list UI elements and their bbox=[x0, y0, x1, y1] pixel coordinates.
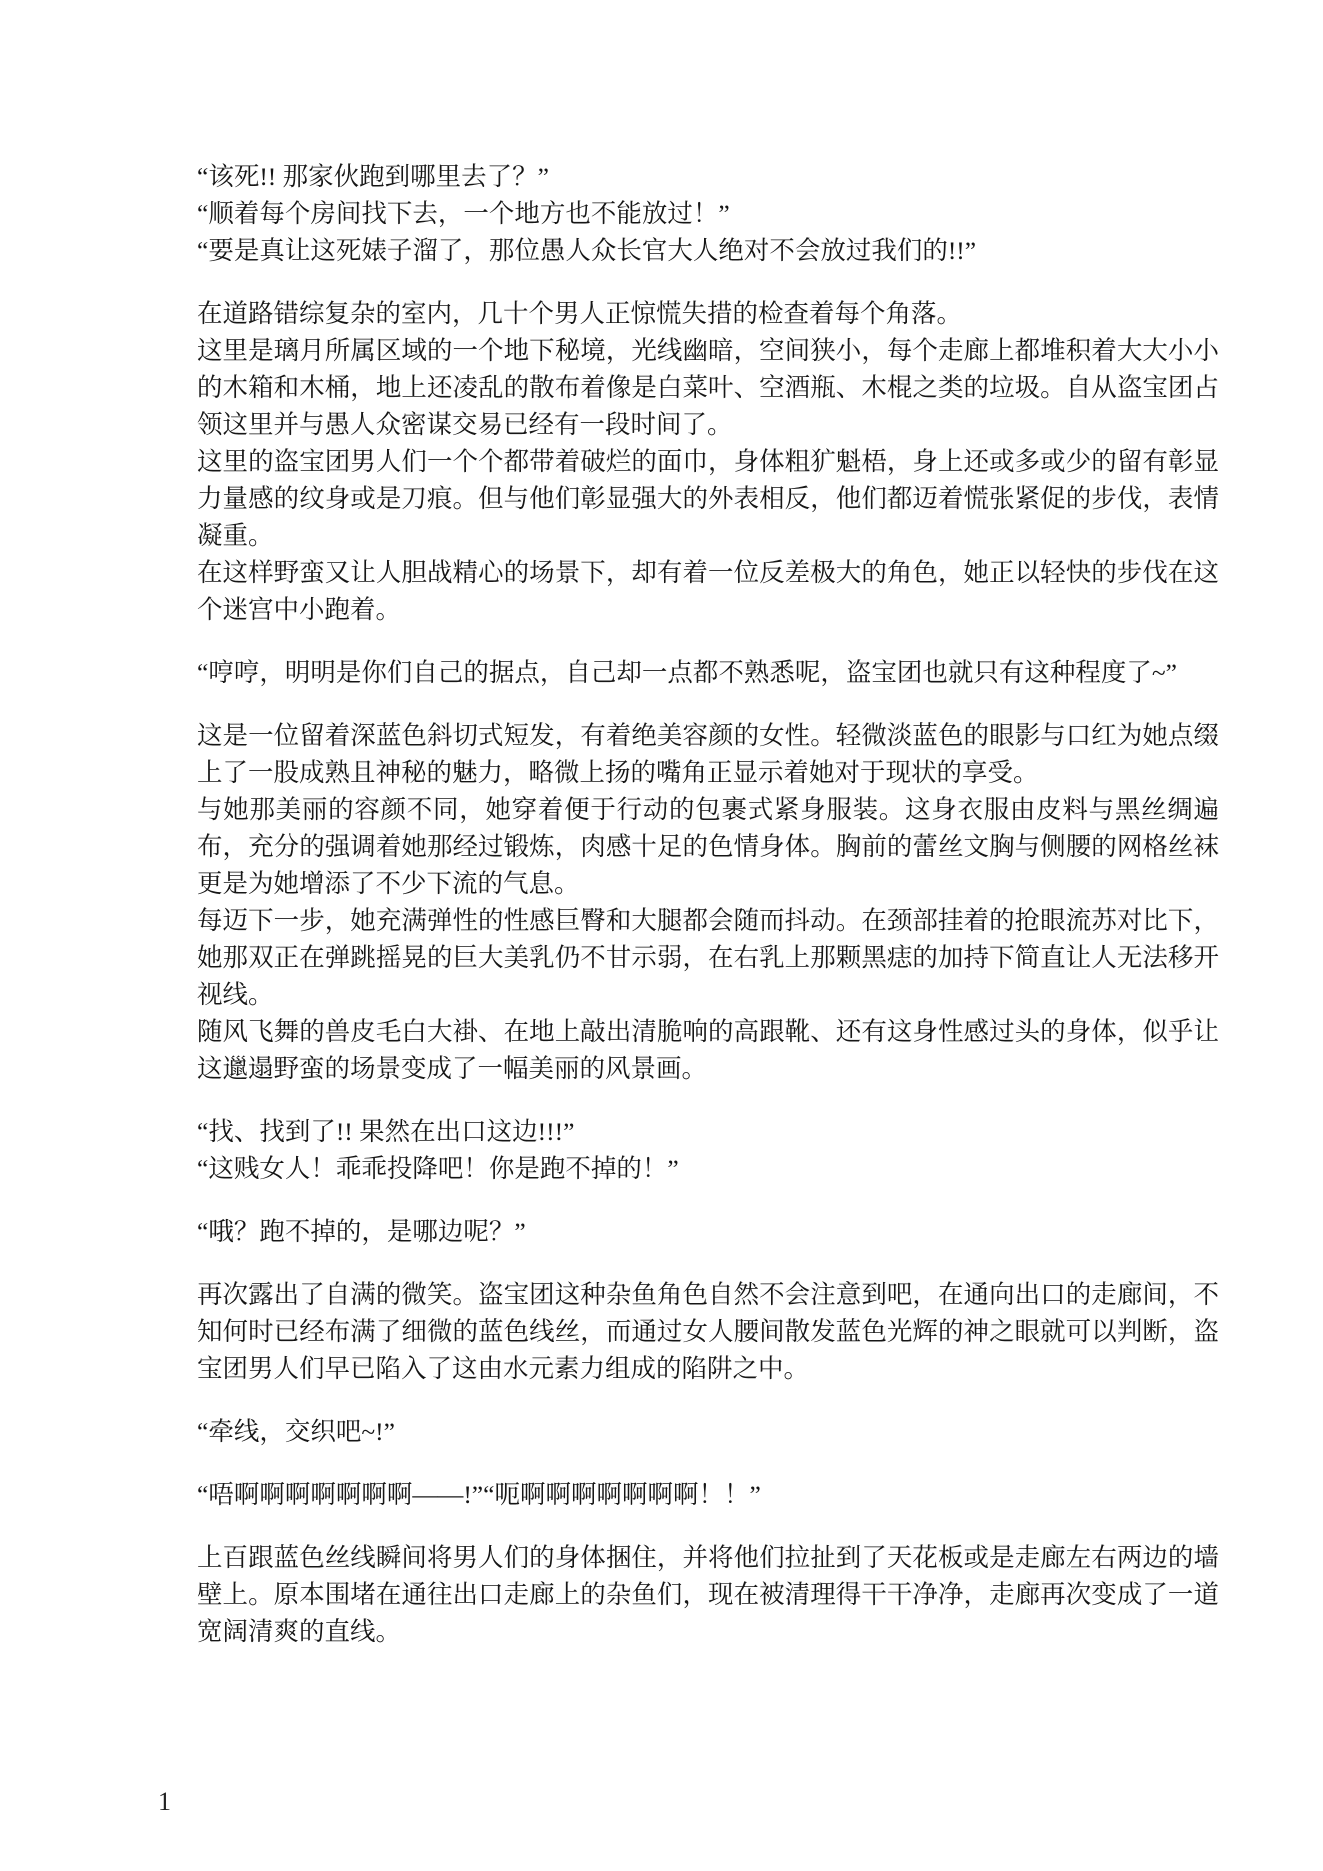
narration-paragraph: 再次露出了自满的微笑。盗宝团这种杂鱼角色自然不会注意到吧，在通向出口的走廊间，不知何时已经布满了细微的蓝色线丝，而通过女人腰间散发蓝色光辉的神之眼就可以判断，盗宝团男人们早已陷入了这由水元素力组成的陷阱之中。 bbox=[197, 1280, 1219, 1383]
narration-paragraph: 这里的盗宝团男人们一个个都带着破烂的面巾，身体粗犷魁梧，身上还或多或少的留有彰显力量感的纹身或是刀痕。但与他们彰显强大的外表相反，他们都迈着慌张紧促的步伐，表情凝重。 bbox=[197, 447, 1219, 550]
page-number: 1 bbox=[158, 1787, 171, 1816]
dialogue-line: “这贱女人！乖乖投降吧！你是跑不掉的！” bbox=[197, 1154, 679, 1183]
dialogue-line: “牵线，交织吧~!” bbox=[197, 1417, 395, 1446]
dialogue-block bbox=[197, 1476, 1219, 1513]
narration-paragraph: 上百跟蓝色丝线瞬间将男人们的身体捆住，并将他们拉扯到了天花板或是走廊左右两边的墙壁上。原本围堵在通往出口走廊上的杂鱼们，现在被清理得干干净净，走廊再次变成了一道宽阔清爽的直线。 bbox=[197, 1543, 1219, 1646]
dialogue-line: “找、找到了!! 果然在出口这边!!!” bbox=[197, 1117, 575, 1146]
narration-paragraph: 在道路错综复杂的室内，几十个男人正惊慌失措的检查着每个角落。 bbox=[197, 299, 963, 328]
narration-paragraph: 与她那美丽的容颜不同，她穿着便于行动的包裹式紧身服装。这身衣服由皮料与黑丝绸遍布，充分的强调着她那经过锻炼，肉感十足的色情身体。胸前的蕾丝文胸与侧腰的网格丝袜更是为她增添了不少下流的气息。 bbox=[197, 795, 1219, 898]
dialogue-block bbox=[197, 1113, 1219, 1187]
dialogue-block bbox=[197, 1413, 1219, 1450]
narration-paragraph: 这是一位留着深蓝色斜切式短发，有着绝美容颜的女性。轻微淡蓝色的眼影与口红为她点缀上了一股成熟且神秘的魅力，略微上扬的嘴角正显示着她对于现状的享受。 bbox=[197, 721, 1219, 787]
narration-paragraph: 在这样野蛮又让人胆战精心的场景下，却有着一位反差极大的角色，她正以轻快的步伐在这个迷宫中小跑着。 bbox=[197, 558, 1219, 624]
dialogue-line: “要是真让这死婊子溜了，那位愚人众长官大人绝对不会放过我们的!!” bbox=[197, 236, 977, 265]
narration-paragraph: 随风飞舞的兽皮毛白大褂、在地上敲出清脆响的高跟靴、还有这身性感过头的身体，似乎让这邋遢野蛮的场景变成了一幅美丽的风景画。 bbox=[197, 1017, 1219, 1083]
narration-block bbox=[197, 1539, 1219, 1650]
dialogue-block bbox=[197, 654, 1219, 691]
narration-block bbox=[197, 1276, 1219, 1387]
dialogue-line: “哦？跑不掉的，是哪边呢？” bbox=[197, 1217, 526, 1246]
document-body bbox=[197, 158, 1219, 1650]
dialogue-line: “哼哼，明明是你们自己的据点，自己却一点都不熟悉呢，盗宝团也就只有这种程度了~” bbox=[197, 658, 1177, 687]
narration-block bbox=[197, 295, 1219, 628]
narration-block bbox=[197, 717, 1219, 1087]
dialogue-line: “该死!! 那家伙跑到哪里去了？” bbox=[197, 162, 549, 191]
narration-paragraph: 这里是璃月所属区域的一个地下秘境，光线幽暗，空间狭小，每个走廊上都堆积着大大小小的木箱和木桶，地上还凌乱的散布着像是白菜叶、空酒瓶、木棍之类的垃圾。自从盗宝团占领这里并与愚人众密谋交易已经有一段时间了。 bbox=[197, 336, 1219, 439]
dialogue-line: “唔啊啊啊啊啊啊啊——!”“呃啊啊啊啊啊啊啊！！” bbox=[197, 1480, 761, 1509]
dialogue-line: “顺着每个房间找下去，一个地方也不能放过！” bbox=[197, 199, 730, 228]
dialogue-block bbox=[197, 158, 1219, 269]
narration-paragraph: 每迈下一步，她充满弹性的性感巨臀和大腿都会随而抖动。在颈部挂着的抢眼流苏对比下，她那双正在弹跳摇晃的巨大美乳仍不甘示弱，在右乳上那颗黑痣的加持下简直让人无法移开视线。 bbox=[197, 906, 1219, 1009]
dialogue-block bbox=[197, 1213, 1219, 1250]
